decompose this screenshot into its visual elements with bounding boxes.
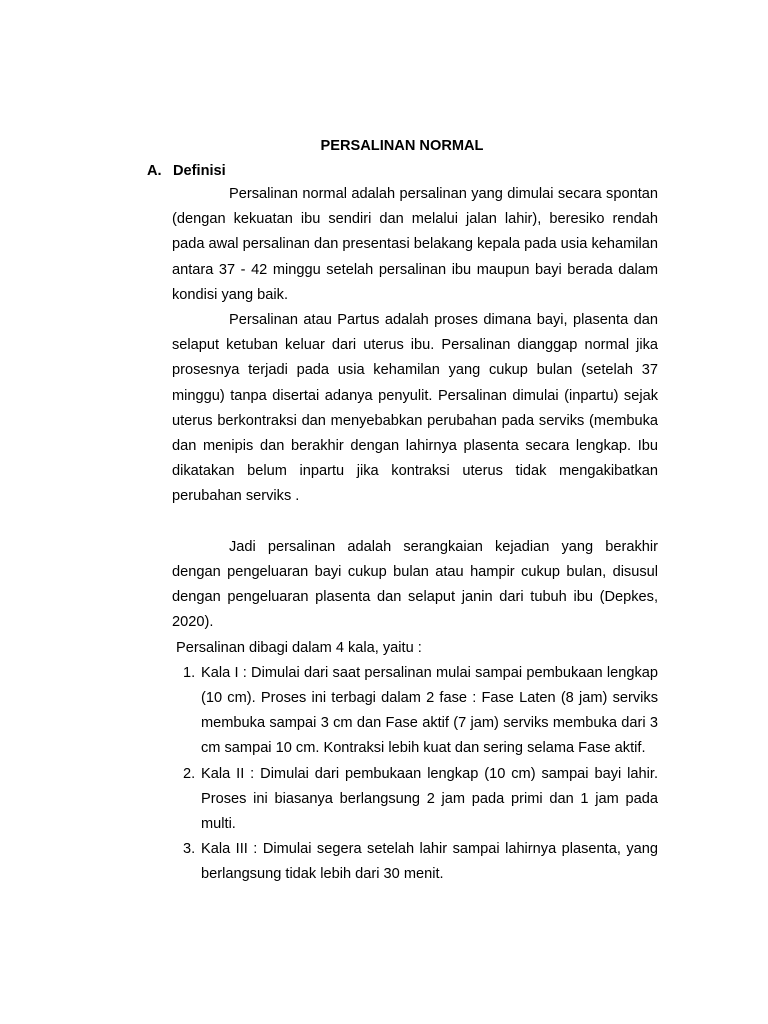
paragraph-definition-1: Persalinan normal adalah persalinan yang dimulai secara spontan (dengan kekuatan ibu sendiri dan melalui jalan lahir), beresiko rendah pada awal persalinan dan presentasi belakang kepala pada usia kehamilan antara 37 - 42 minggu setelah persalinan ibu maupun bayi berada dalam kondisi yang baik. <box>172 186 658 303</box>
paragraph-definition-2: Persalinan atau Partus adalah proses dimana bayi, plasenta dan selaput ketuban keluar dari uterus ibu. Persalinan dianggap normal jika prosesnya terjadi pada usia kehamilan yang cukup bulan (setelah 37 minggu) tanpa disertai adanya penyulit. Persalinan dimulai (inpartu) sejak uterus berkontraksi dan menyebabkan perubahan pada serviks (membuka dan menipis dan berakhir dengan lahirnya plasenta secara lengkap. Ibu dikatakan belum inpartu jika kontraksi uterus tidak mengakibatkan perubahan serviks . <box>172 312 658 505</box>
list-marker: 1. <box>183 664 196 681</box>
list-marker: 2. <box>183 765 196 782</box>
list-item-kala-1 <box>172 661 658 762</box>
list-item-text: Kala I : Dimulai dari saat persalinan mulai sampai pembukaan lengkap (10 cm). Proses ini terbagi dalam 2 fase : Fase Laten (8 jam) serviks membuka sampai 3 cm dan Fase aktif (7 jam) serviks membuka dari 3 cm sampai 10 cm. Kontraksi lebih kuat dan sering selama Fase aktif. <box>201 664 658 757</box>
section-heading-text: Definisi <box>173 163 226 179</box>
list-item-kala-2 <box>172 762 658 838</box>
list-marker: 3. <box>183 841 196 858</box>
document-title: PERSALINAN NORMAL <box>320 138 484 154</box>
list-item-kala-3 <box>172 837 658 887</box>
stage-list <box>172 661 658 888</box>
list-item-text: Kala II : Dimulai dari pembukaan lengkap (10 cm) sampai bayi lahir. Proses ini biasanya berlangsung 2 jam pada primi dan 1 jam pada multi. <box>201 765 658 833</box>
list-item-text: Kala III : Dimulai segera setelah lahir sampai lahirnya plasenta, yang berlangsung tidak lebih dari 30 menit. <box>201 841 658 883</box>
section-number: A. <box>147 163 162 179</box>
section-heading <box>147 162 226 180</box>
document-body <box>172 182 658 888</box>
paragraph-definition-3: Jadi persalinan adalah serangkaian kejadian yang berakhir dengan pengeluaran bayi cukup bulan atau hampir cukup bulan, disusul dengan pengeluaran plasenta dan selaput janin dari tubuh ibu (Depkes, 2020). <box>172 538 658 631</box>
list-intro: Persalinan dibagi dalam 4 kala, yaitu : <box>176 639 422 656</box>
